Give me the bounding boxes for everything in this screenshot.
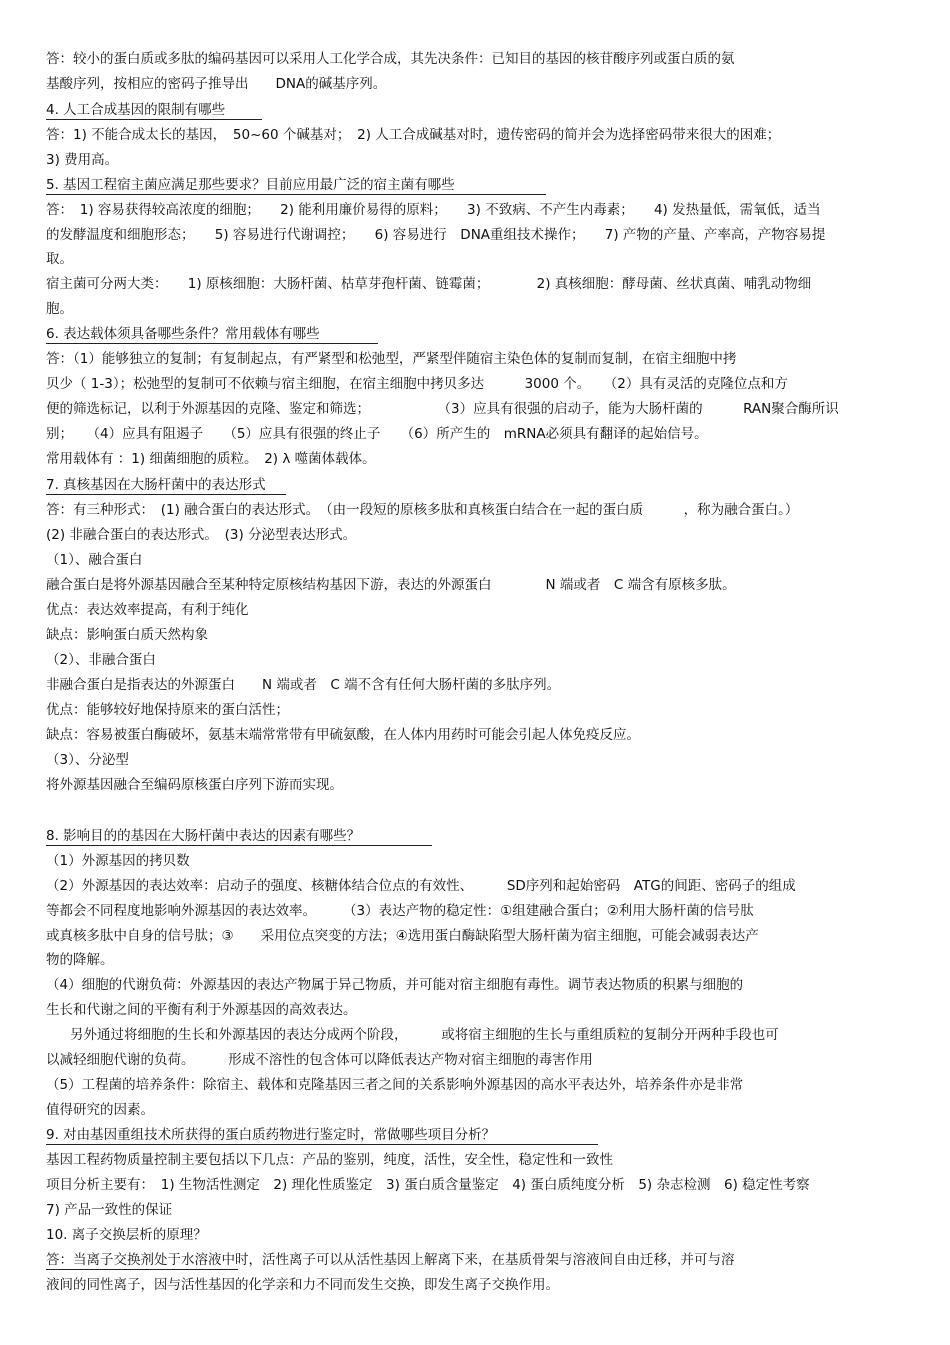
text-line: 以减轻细胞代谢的负荷。 形成不溶性的包含体可以降低表达产物对宿主细胞的毒害作用 — [46, 1052, 593, 1068]
text-line: 的发酵温度和细胞形态； 5) 容易进行代谢调控； 6) 容易进行 DNA重组技术操作； 7) 产物的产量、产率高，产物容易提 — [46, 227, 826, 243]
text-line: 3) 费用高。 — [46, 152, 119, 168]
section-heading: 4. 人工合成基因的限制有哪些 — [46, 101, 262, 120]
text-line: (2) 非融合蛋白的表达形式。 (3) 分泌型表达形式。 — [46, 527, 357, 543]
text-line: 基酸序列，按相应的密码子推导出 DNA的碱基序列。 — [46, 76, 387, 92]
text-line: 项目分析主要有： 1) 生物活性测定 2) 理化性质鉴定 3) 蛋白质含量鉴定 4) 蛋白质纯度分析 5) 杂志检测 6) 稳定性考察 — [46, 1177, 810, 1193]
text-line: 液间的同性离子，因与活性基因的化学亲和力不同而发生交换，即发生离子交换作用。 — [46, 1277, 559, 1293]
text-line: 答：有三种形式： (1) 融合蛋白的表达形式。 （由一段短的原核多肽和真核蛋白结合在一起的蛋白质 ，称为融合蛋白。） — [46, 502, 799, 518]
text-line: 取。 — [46, 251, 73, 267]
section-heading: 5. 基因工程宿主菌应满足那些要求？目前应用最广泛的宿主菌有哪些 — [46, 176, 546, 195]
text-line: 宿主菌可分两大类： 1) 原核细胞：大肠杆菌、枯草芽孢杆菌、链霉菌； 2) 真核细胞：酵母菌、丝状真菌、哺乳动物细 — [46, 276, 812, 292]
text-line: 优点：能够较好地保持原来的蛋白活性； — [46, 702, 289, 718]
text-line: 便的筛选标记，以利于外源基因的克隆、鉴定和筛选； （3）应具有很强的启动子，能为大肠杆菌的 RAN聚合酶所识 — [46, 401, 839, 417]
text-line: 答：（1）能够独立的复制；有复制起点，有严紧型和松弛型，严紧型伴随宿主染色体的复制而复制，在宿主细胞中拷 — [46, 351, 737, 367]
text-line: 非融合蛋白是指表达的外源蛋白 N 端或者 C 端不含有任何大肠杆菌的多肽序列。 — [46, 677, 561, 693]
text-line: （2）外源基因的表达效率：启动子的强度、核糖体结合位点的有效性、 SD序列和起始密码 ATG的间距、密码子的组成 — [46, 878, 796, 894]
text-line: 等都会不同程度地影响外源基因的表达效率。 （3）表达产物的稳定性：①组建融合蛋白；②利用大肠杆菌的信号肽 — [46, 903, 754, 919]
text-line: 物的降解。 — [46, 952, 114, 968]
text-line: 贝少（ 1-3）；松弛型的复制可不依赖与宿主细胞，在宿主细胞中拷贝多达 3000 个。 （2）具有灵活的克隆位点和方 — [46, 376, 788, 392]
text-line: 7) 产品一致性的保证 — [46, 1202, 173, 1218]
text-line: （3）、分泌型 — [46, 752, 129, 768]
text-line: （1）外源基因的拷贝数 — [46, 853, 190, 869]
text-line: （1）、融合蛋白 — [46, 552, 143, 568]
text-line: 答：1) 不能合成太长的基因， 50~60 个碱基对； 2) 人工合成碱基对时，遗传密码的简并会为选择密码带来很大的困难； — [46, 127, 781, 143]
text-line: 缺点：影响蛋白质天然构象 — [46, 627, 208, 643]
section-heading: 8. 影响目的的基因在大肠杆菌中表达的因素有哪些？ — [46, 827, 432, 846]
text-line: 答： 1) 容易获得较高浓度的细胞； 2) 能利用廉价易得的原料； 3) 不致病、不产生内毒素； 4) 发热量低，需氧低，适当 — [46, 202, 821, 218]
text-line: 值得研究的因素。 — [46, 1102, 154, 1118]
text-line: 常用载体有 ：1) 细菌细胞的质粒。 2) λ 噬菌体载体。 — [46, 451, 376, 467]
text-line: 基因工程药物质量控制主要包括以下几点：产品的鉴别，纯度，活性，安全性，稳定性和一致性 — [46, 1152, 613, 1168]
text-line: 生长和代谢之间的平衡有利于外源基因的高效表达。 — [46, 1002, 357, 1018]
text-line: 优点：表达效率提高，有利于纯化 — [46, 602, 249, 618]
text-line: 10. 离子交换层析的原理？ — [46, 1227, 207, 1243]
text-line: （4）细胞的代谢负荷：外源基因的表达产物属于异己物质，并可能对宿主细胞有毒性。调节表达物质的积累与细胞的 — [46, 977, 744, 993]
text-line: （5）工程菌的培养条件：除宿主、载体和克隆基因三者之间的关系影响外源基因的高水平表达外，培养条件亦是非常 — [46, 1077, 744, 1093]
section-heading: 7. 真核基因在大肠杆菌中的表达形式 — [46, 476, 286, 495]
text-line: 别； （4）应具有阻遏子 （5）应具有很强的终止子 （6）所产生的 mRNA必须具有翻译的起始信号。 — [46, 426, 708, 442]
text-line: 融合蛋白是将外源基因融合至某种特定原核结构基因下游，表达的外源蛋白 N 端或者 C 端含有原核多肽。 — [46, 577, 736, 593]
text-line: 将外源基因融合至编码原核蛋白序列下游而实现。 — [46, 777, 343, 793]
section-heading: 答：当离子交换剂处于水溶液中时，活性离子可以从活性基因上解离下来，在基质骨架与溶液间自由迁移，并可与溶 — [46, 1252, 735, 1268]
section-heading: 9. 对由基因重组技术所获得的蛋白质药物进行鉴定时，常做哪些项目分析？ — [46, 1126, 598, 1145]
text-line: 或真核多肽中自身的信号肽；③ 采用位点突变的方法；④选用蛋白酶缺陷型大肠杆菌为宿主细胞，可能会减弱表达产 — [46, 928, 759, 944]
text-line: （2）、非融合蛋白 — [46, 652, 156, 668]
text-line: 胞。 — [46, 301, 73, 317]
section-heading: 6. 表达载体须具备哪些条件？常用载体有哪些 — [46, 325, 378, 344]
text-line: 另外通过将细胞的生长和外源基因的表达分成两个阶段， 或将宿主细胞的生长与重组质粒的复制分开两种手段也可 — [70, 1027, 779, 1043]
text-line: 缺点：容易被蛋白酶破坏，氨基末端常常带有甲硫氨酸，在人体内用药时可能会引起人体免疫反应。 — [46, 727, 640, 743]
text-line: 答：较小的蛋白质或多肽的编码基因可以采用人工化学合成，其先决条件：已知目的基因的核苷酸序列或蛋白质的氨 — [46, 51, 735, 67]
